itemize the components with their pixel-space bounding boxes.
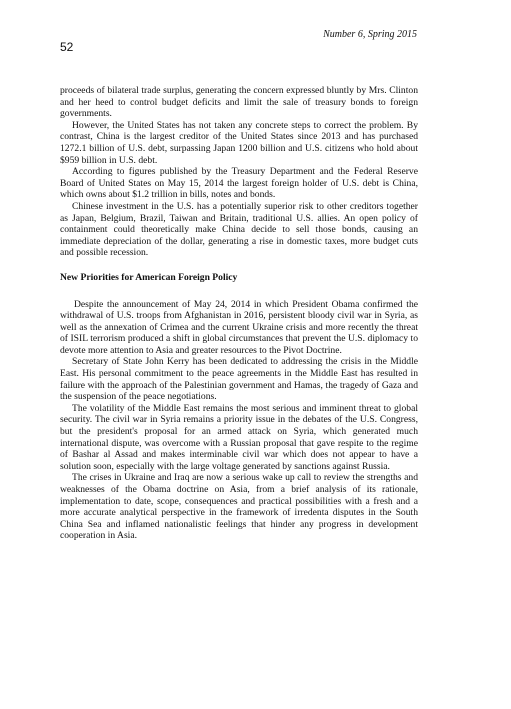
page-number: 52 — [60, 40, 74, 54]
body-text — [60, 85, 418, 542]
section-heading: New Priorities for American Foreign Policy — [60, 271, 238, 283]
running-head: Number 6, Spring 2015 — [323, 29, 417, 40]
paragraph-1: proceeds of bilateral trade surplus, generating the concern expressed bluntly by Mrs. Clinton and her heed to control budget deficits and limit the sale of treasury bonds to foreign governments. — [60, 85, 418, 120]
paragraph-7: The volatility of the Middle East remains the most serious and imminent threat to global security. The civil war in Syria remains a priority issue in the debates of the U.S. Congress, but the president's proposal for an armed attack on Syria, which generated much international dispute, was overcome with a Russian proposal that gave respite to the regime of Bashar al Assad and makes interminable civil war which does not appear to have a solution soon, especially with the large voltage generated by sanctions against Russia. — [60, 402, 418, 472]
paragraph-6: Secretary of State John Kerry has been dedicated to addressing the crisis in the Middle East. His personal commitment to the peace agreements in the Middle East has resulted in failure with the approach of the Palestinian government and Hamas, the tragedy of Gaza and the suspension of the peace negotiations. — [60, 356, 418, 403]
paragraph-8: The crises in Ukraine and Iraq are now a serious wake up call to review the strengths and weaknesses of the Obama doctrine on Asia, from a brief analysis of its rationale, implementation to date, scope, consequences and practical possibilities with a fresh and a more accurate analytical perspective in the framework of irredenta disputes in the South China Sea and inflamed nationalistic feelings that hinder any progress in development cooperation in Asia. — [60, 472, 418, 542]
paragraph-5: Despite the announcement of May 24, 2014 in which President Obama confirmed the withdrawal of U.S. troops from Afghanistan in 2016, persistent bloody civil war in Syria, as well as the annexation of Crimea and the current Ukraine crisis and more recently the threat of ISIL terrorism produced a shift in global circumstances that prevent the U.S. diplomacy to devote more attention to Asia and greater resources to the Pivot Doctrine. — [60, 298, 418, 356]
paragraph-2: However, the United States has not taken any concrete steps to correct the problem. By contrast, China is the largest creditor of the United States since 2013 and has purchased 1272.1 billion of U.S. debt, surpassing Japan 1200 billion and U.S. citizens who hold about $959 billion in U.S. debt. — [60, 119, 418, 166]
paragraph-3: According to figures published by the Treasury Department and the Federal Reserve Board of United States on May 15, 2014 the largest foreign holder of U.S. debt is China, which owns about $1.2 trillion in bills, notes and bonds. — [60, 166, 418, 201]
paragraph-4: Chinese investment in the U.S. has a potentially superior risk to other creditors together as Japan, Belgium, Brazil, Taiwan and Britain, traditional U.S. allies. An open policy of containment could theoretically make China decide to sell those bonds, causing an immediate depreciation of the dollar, generating a rise in domestic taxes, more budget cuts and possible recession. — [60, 200, 418, 259]
